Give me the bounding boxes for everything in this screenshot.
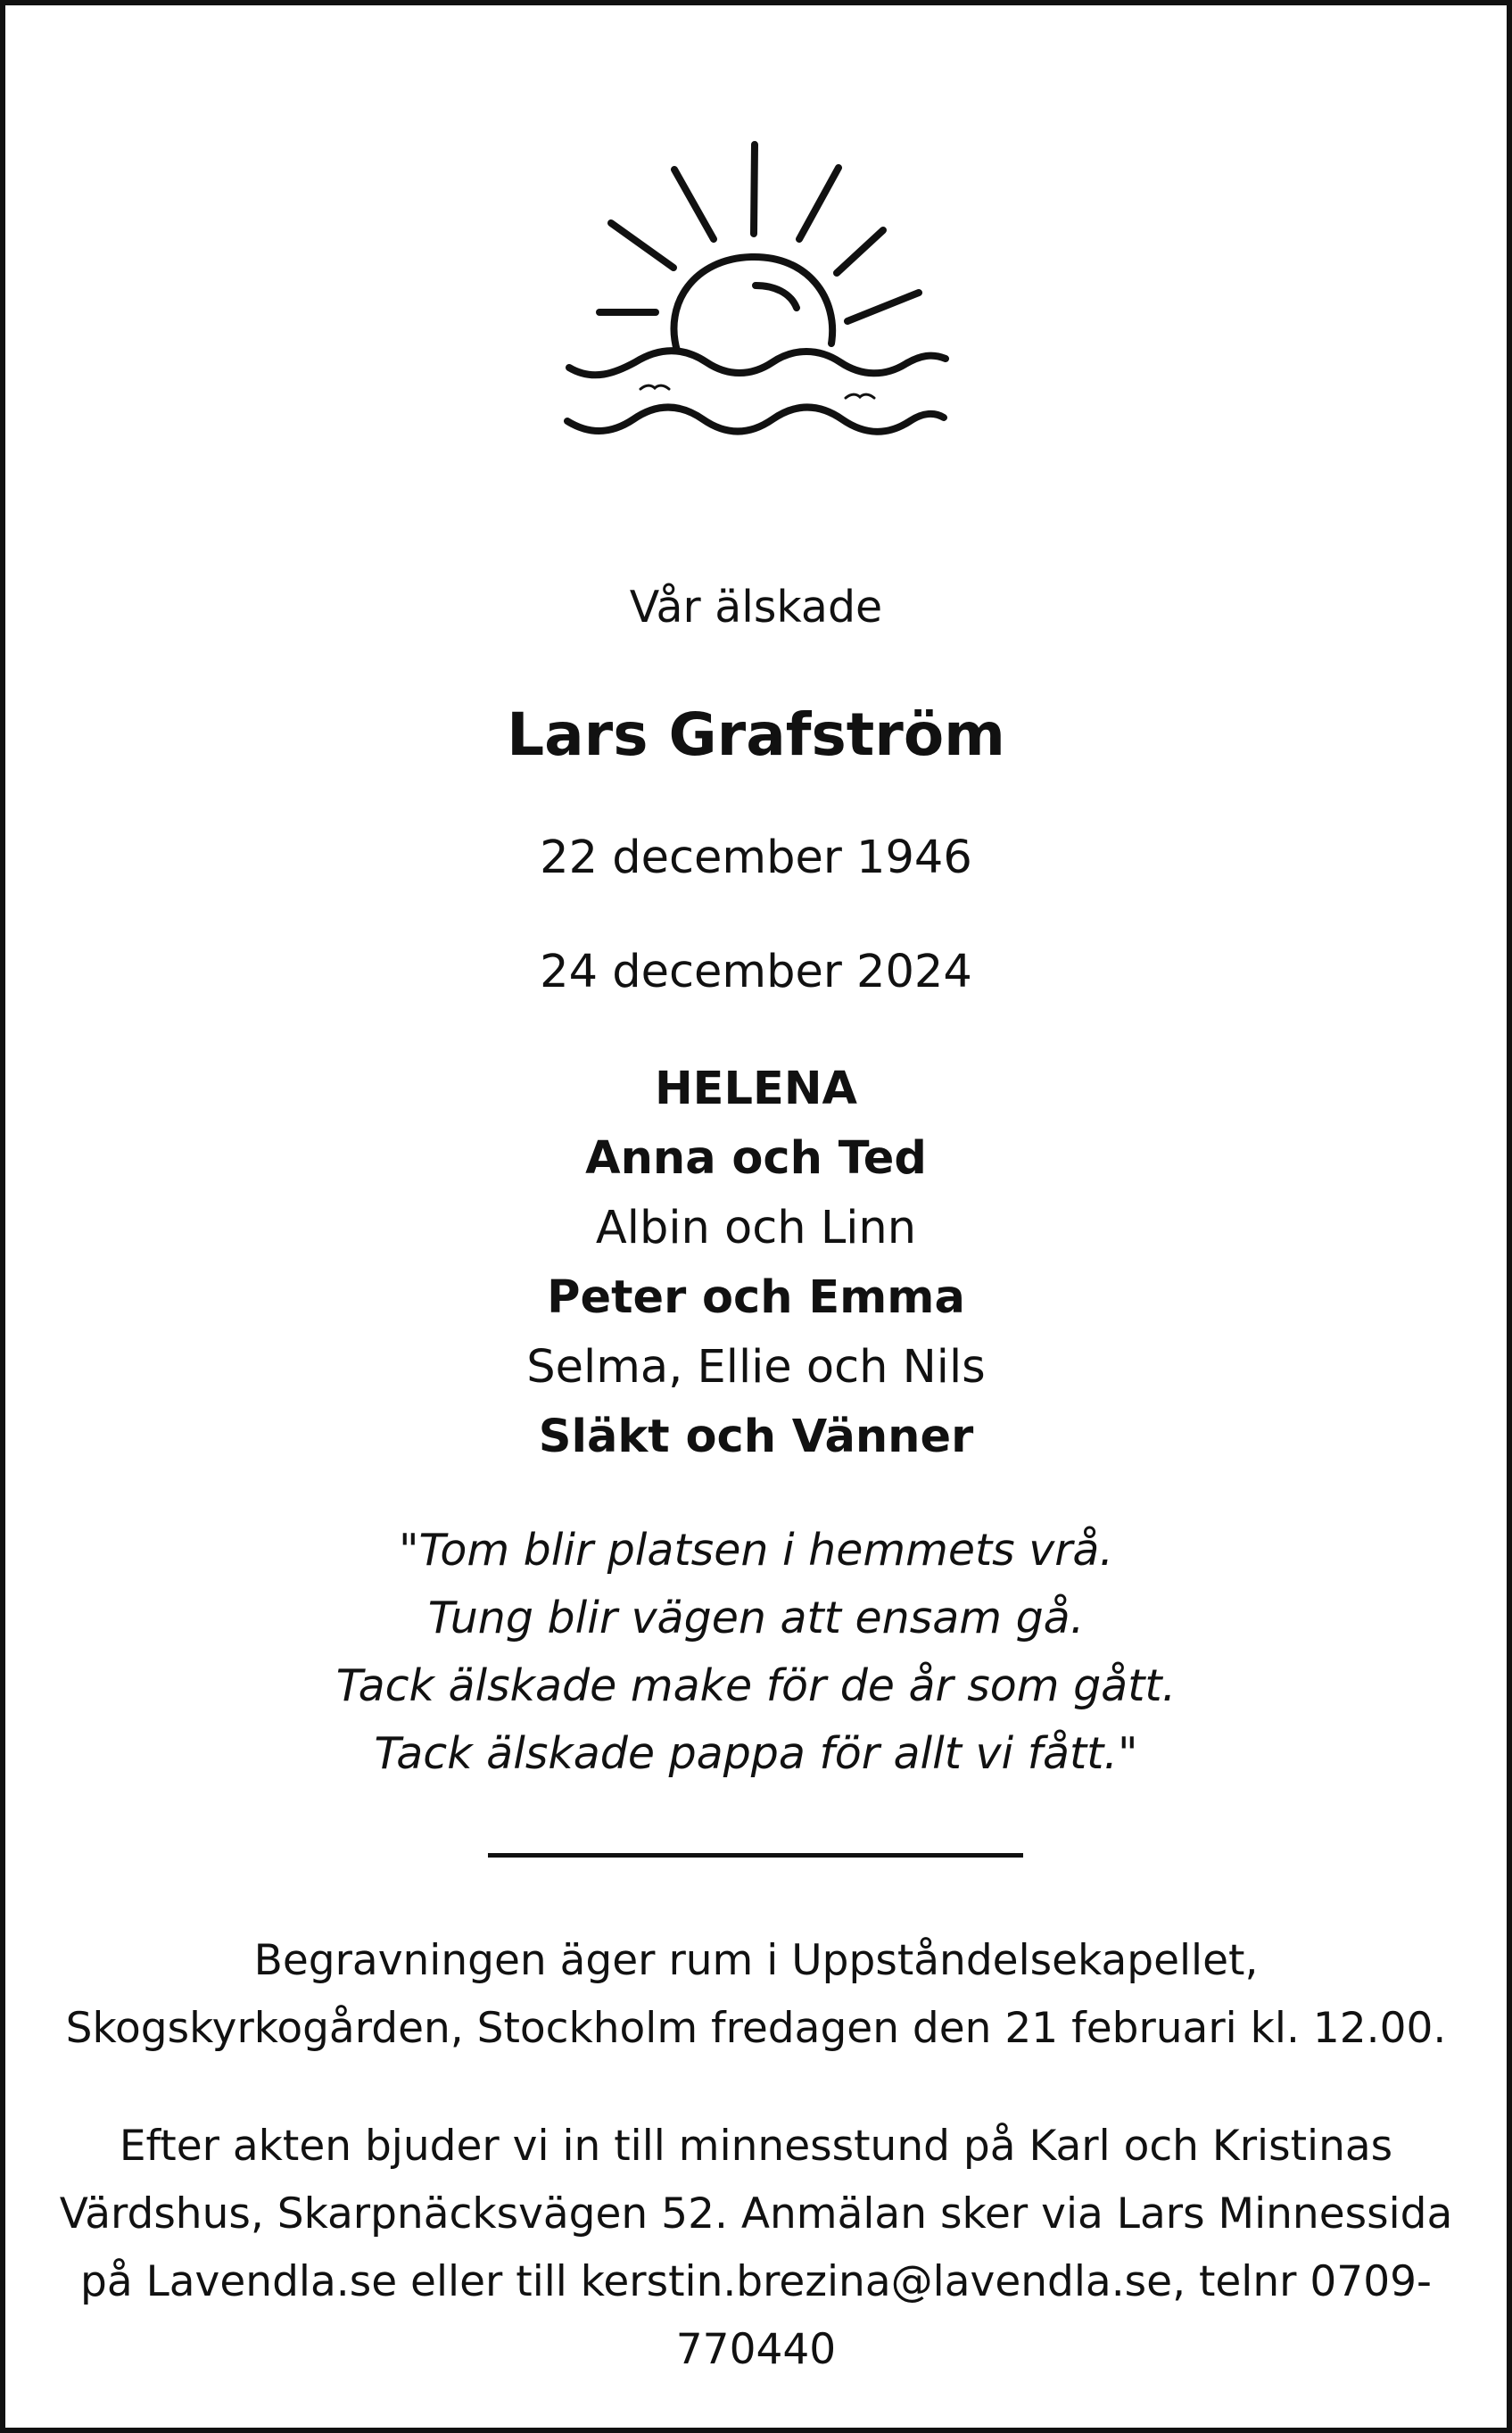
funeral-line: Begravningen äger rum i Uppståndelsekapellet, bbox=[253, 1936, 1259, 1985]
family-member: HELENA bbox=[654, 1063, 857, 1115]
reception-line: 770440 bbox=[675, 2325, 837, 2374]
verse-line: Tack älskade make för de år som gått. bbox=[335, 1660, 1177, 1711]
family-member: Selma, Ellie och Nils bbox=[526, 1341, 986, 1394]
funeral-info bbox=[27, 1927, 1485, 2063]
sunset-over-waves-icon bbox=[553, 134, 959, 451]
death-date: 24 december 2024 bbox=[540, 946, 972, 998]
verse-line: "Tom blir platsen i hemmets vrå. bbox=[398, 1525, 1114, 1576]
family-member: Släkt och Vänner bbox=[538, 1411, 974, 1463]
verse-line: Tack älskade pappa för allt vi fått." bbox=[374, 1728, 1138, 1779]
memorial-verse bbox=[18, 1517, 1494, 1788]
intro-text: Vår älskade bbox=[629, 582, 883, 633]
reception-line: Värdshus, Skarpnäcksvägen 52. Anmälan sker via Lars Minnessida bbox=[59, 2189, 1453, 2239]
family-member: Peter och Emma bbox=[547, 1271, 965, 1324]
family-member: Albin och Linn bbox=[595, 1202, 917, 1254]
family-list bbox=[18, 1055, 1494, 1472]
deceased-name: Lars Grafström bbox=[507, 700, 1005, 769]
funeral-line: Skogskyrkogården, Stockholm fredagen den 21 februari kl. 12.00. bbox=[65, 2004, 1447, 2053]
reception-line: Efter akten bjuder vi in till minnesstund på Karl och Kristinas bbox=[119, 2122, 1393, 2171]
birth-date: 22 december 1946 bbox=[540, 832, 972, 884]
reception-info bbox=[27, 2113, 1485, 2384]
verse-line: Tung blir vägen att ensam gå. bbox=[427, 1593, 1085, 1643]
family-member: Anna och Ted bbox=[585, 1132, 927, 1185]
divider bbox=[488, 1853, 1023, 1858]
reception-line: på Lavendla.se eller till kerstin.brezina@lavendla.se, telnr 0709- bbox=[80, 2257, 1432, 2306]
